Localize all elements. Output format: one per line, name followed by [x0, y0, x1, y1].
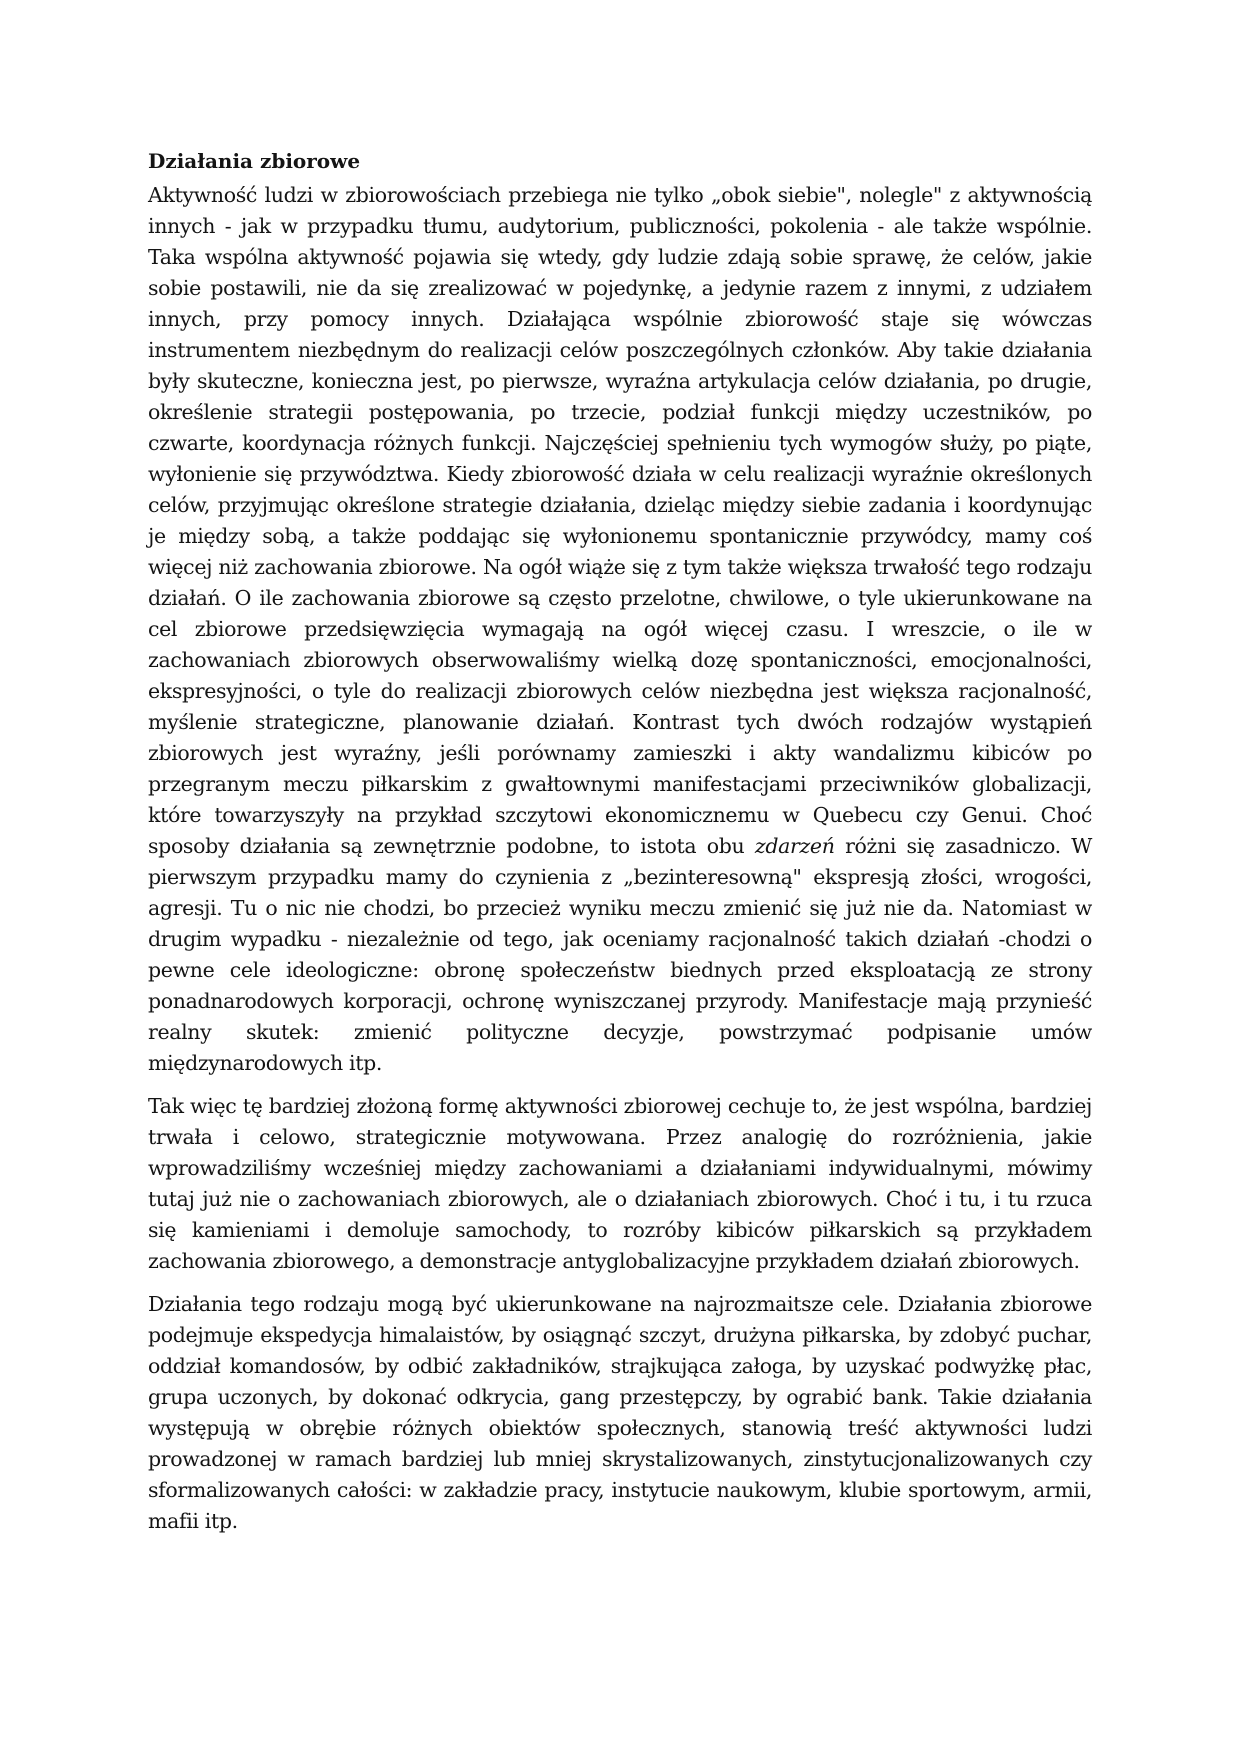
- paragraph-2: Tak więc tę bardziej złożoną formę aktywności zbiorowej cechuje to, że jest wspólna, bardziej trwała i celowo, strategicznie motywowana. Przez analogię do rozróżnienia, jakie wprowadziliśmy wcześniej między zachowaniami a działaniami indywidualnymi, mówimy tutaj już nie o zachowaniach zbiorowych, ale o działaniach zbiorowych. Choć i tu, i tu rzuca się kamieniami i demoluje samochody, to rozróby kibiców piłkarskich są przykładem zachowania zbiorowego, a demonstracje antyglobalizacyjne przykładem działań zbiorowych.: [148, 1094, 1092, 1273]
- paragraph-1-italic-word: zdarzeń: [754, 834, 835, 858]
- paragraph-1-text-start: Aktywność ludzi w zbiorowościach przebiega nie tylko „obok siebie", nolegle" z aktywnością innych - jak w przypadku tłumu, audytorium, publiczności, pokolenia - ale także wspólnie. Taka wspólna aktywność pojawia się wtedy, gdy ludzie zdają sobie sprawę, że celów, jakie sobie postawili, nie da się zrealizować w pojedynkę, a jedynie razem z innymi, z udziałem innych, przy pomocy innych. Działająca wspólnie zbiorowość staje się wówczas instrumentem niezbędnym do realizacji celów poszczególnych członków. Aby takie działania były skuteczne, konieczna jest, po pierwsze, wyraźna artykulacja celów działania, po drugie, określenie strategii postępowania, po trzecie, podział funkcji między uczestników, po czwarte, koordynacja różnych funkcji. Najczęściej spełnieniu tych wymogów służy, po piąte, wyłonienie się przywództwa. Kiedy zbiorowość działa w celu realizacji wyraźnie określonych celów, przyjmując określone strategie działania, dzieląc między siebie zadania i koordynując je między sobą, a także poddając się wyłonionemu spontanicznie przywódcy, mamy coś więcej niż zachowania zbiorowe. Na ogół wiąże się z tym także większa trwałość tego rodzaju działań. O ile zachowania zbiorowe są często przelotne, chwilowe, o tyle ukierunkowane na cel zbiorowe przedsięwzięcia wymagają na ogół więcej czasu. I wreszcie, o ile w zachowaniach zbiorowych obserwowaliśmy wielką dozę spontaniczności, emocjonalności, ekspresyjności, o tyle do realizacji zbiorowych celów niezbędna jest większa racjonalność, myślenie strategiczne, planowanie działań. Kontrast tych dwóch rodzajów wystąpień zbiorowych jest wyraźny, jeśli porównamy zamieszki i akty wandalizmu kibiców po przegranym meczu piłkarskim z gwałtownymi manifestacjami przeciwników globalizacji, które towarzyszyły na przykład szczytowi ekonomicznemu w Quebecu czy Genui. Choć sposoby działania są zewnętrznie podobne, to istota obu: [148, 183, 1092, 858]
- paragraph-3: Działania tego rodzaju mogą być ukierunkowane na najrozmaitsze cele. Działania zbiorowe podejmuje ekspedycja himalaistów, by osiągnąć szczyt, drużyna piłkarska, by zdobyć puchar, oddział komandosów, by odbić zakładników, strajkująca załoga, by uzyskać podwyżkę płac, grupa uczonych, by dokonać odkrycia, gang przestępczy, by ograbić bank. Takie działania występują w obrębie różnych obiektów społecznych, stanowią treść aktywności ludzi prowadzonej w ramach bardziej lub mniej skrystalizowanych, zinstytucjonalizowanych czy sformalizowanych całości: w zakładzie pracy, instytucie naukowym, klubie sportowym, armii, mafii itp.: [148, 1292, 1092, 1533]
- paragraph-1-text-end: różni się zasadniczo. W pierwszym przypadku mamy do czynienia z „bezinteresowną" ekspresją złości, wrogości, agresji. Tu o nic nie chodzi, bo przecież wyniku meczu zmienić się już nie da. Natomiast w drugim wypadku - niezależnie od tego, jak oceniamy racjonalność takich działań -chodzi o pewne cele ideologiczne: obronę społeczeństw biednych przed eksploatacją ze strony ponadnarodowych korporacji, ochronę wyniszczanej przyrody. Manifestacje mają przynieść realny skutek: zmienić polityczne decyzje, powstrzymać podpisanie umów międzynarodowych itp.: [148, 834, 1092, 1075]
- paragraph-1: [148, 180, 1092, 1079]
- document-title: Działania zbiorowe: [148, 149, 361, 173]
- document-page: [148, 146, 1092, 1549]
